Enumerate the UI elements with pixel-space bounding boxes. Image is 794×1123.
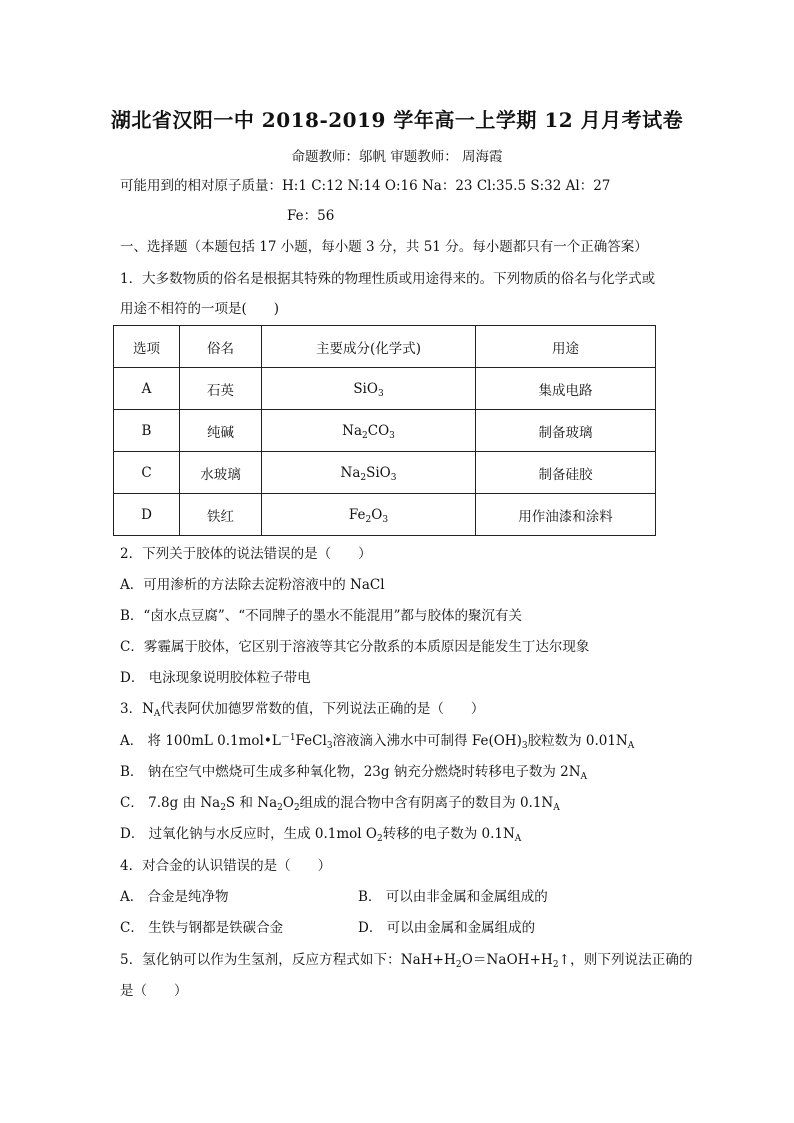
q4-stem: 4．对合金的认识错误的是（ ） <box>120 858 332 874</box>
table-cell-name: 纯碱 <box>180 410 262 452</box>
table-cell-formula: SiO$_3$ <box>262 368 476 410</box>
q4-option-b: B． 可以由非金属和金属组成的 <box>358 889 548 905</box>
q3-stem: 3．$N_A$代表阿伏加德罗常数的值，下列说法正确的是（ ） <box>120 701 485 719</box>
teachers-line: 命题教师：邬帆 审题教师： 周海霞 <box>291 149 503 165</box>
table-row <box>114 452 656 494</box>
q4-option-c: C． 生铁与钢都是铁碳合金 <box>120 920 284 936</box>
q4-option-d: D． 可以由金属和金属组成的 <box>358 920 536 936</box>
q3-option-b: B． 钠在空气中燃烧可生成多种氧化物，23g 钠充分燃烧时转移电子数为 $2N_A$ <box>120 764 588 782</box>
table-header: 用途 <box>476 326 656 368</box>
q3-option-c: C． 7.8g 由 $Na_2S$ 和 $Na_2O_2$组成的混合物中含有阴离子的数目为 $0.1N_A$ <box>120 795 560 813</box>
q4-option-a: A． 合金是纯净物 <box>120 889 229 905</box>
q2-option-d: D． 电泳现象说明胶体粒子带电 <box>120 670 311 686</box>
table-cell-option: C <box>114 452 180 494</box>
q5-stem-2: 是（ ） <box>120 983 188 999</box>
section-heading: 一、选择题（本题包括 17 小题，每小题 3 分，共 51 分。每小题都只有一个正确答案） <box>120 239 648 255</box>
table-cell-formula: $Na_2CO_3$ <box>262 410 476 452</box>
q1-stem-2: 用途不相符的一项是( ) <box>120 301 280 317</box>
table-cell-formula: $Fe_2O_3$ <box>262 494 476 536</box>
table-header: 俗名 <box>180 326 262 368</box>
q1-table <box>113 325 656 536</box>
table-header-row <box>114 326 656 368</box>
atomic-masses-line: 可能用到的相对原子质量：H:1 C:12 N:14 O:16 Na：23 Cl:35.5 S:32 Al：27 <box>120 178 611 194</box>
table-cell-name: 水玻璃 <box>180 452 262 494</box>
q2-option-c: C．雾霾属于胶体，它区别于溶液等其它分散系的本质原因是能发生丁达尔现象 <box>120 639 590 655</box>
table-header: 选项 <box>114 326 180 368</box>
q3-option-d: D． 过氧化钠与水反应时，生成 0.1mol $O_2$转移的电子数为 $0.1N_A$ <box>120 826 522 844</box>
q1-stem: 1．大多数物质的俗名是根据其特殊的物理性质或用途得来的。下列物质的俗名与化学式或 <box>120 271 656 287</box>
table-cell-option: D <box>114 494 180 536</box>
table-cell-use: 用作油漆和涂料 <box>476 494 656 536</box>
q2-option-b: B．“卤水点豆腐”、“不同牌子的墨水不能混用”都与胶体的聚沉有关 <box>120 608 523 624</box>
table-cell-use: 制备玻璃 <box>476 410 656 452</box>
table-row <box>114 494 656 536</box>
table-cell-use: 集成电路 <box>476 368 656 410</box>
table-cell-name: 石英 <box>180 368 262 410</box>
table-cell-use: 制备硅胶 <box>476 452 656 494</box>
table-cell-option: A <box>114 368 180 410</box>
q3-option-a: A． 将 100mL $0.1mol•L^{-1}FeCl_3$溶液滴入沸水中可制得 $Fe(OH)_3$胶粒数为 $0.01N_A$ <box>120 733 635 751</box>
table-header: 主要成分(化学式) <box>262 326 476 368</box>
q5-stem: 5．氢化钠可以作为生氢剂，反应方程式如下：$NaH+H_2O=NaOH+H_2↑$，则下列说法正确的 <box>120 952 693 970</box>
table-cell-option: B <box>114 410 180 452</box>
table-row <box>114 368 656 410</box>
atomic-masses-line-2: Fe：56 <box>287 208 335 224</box>
table-row <box>114 410 656 452</box>
q2-stem: 2．下列关于胶体的说法错误的是（ ） <box>120 546 372 562</box>
table-cell-name: 铁红 <box>180 494 262 536</box>
q2-option-a: A．可用渗析的方法除去淀粉溶液中的 NaCl <box>120 577 385 593</box>
table-cell-formula: $Na_2SiO_3$ <box>262 452 476 494</box>
page-title: 湖北省汉阳一中 2018-2019 学年高一上学期 12 月月考试卷 <box>110 108 684 132</box>
